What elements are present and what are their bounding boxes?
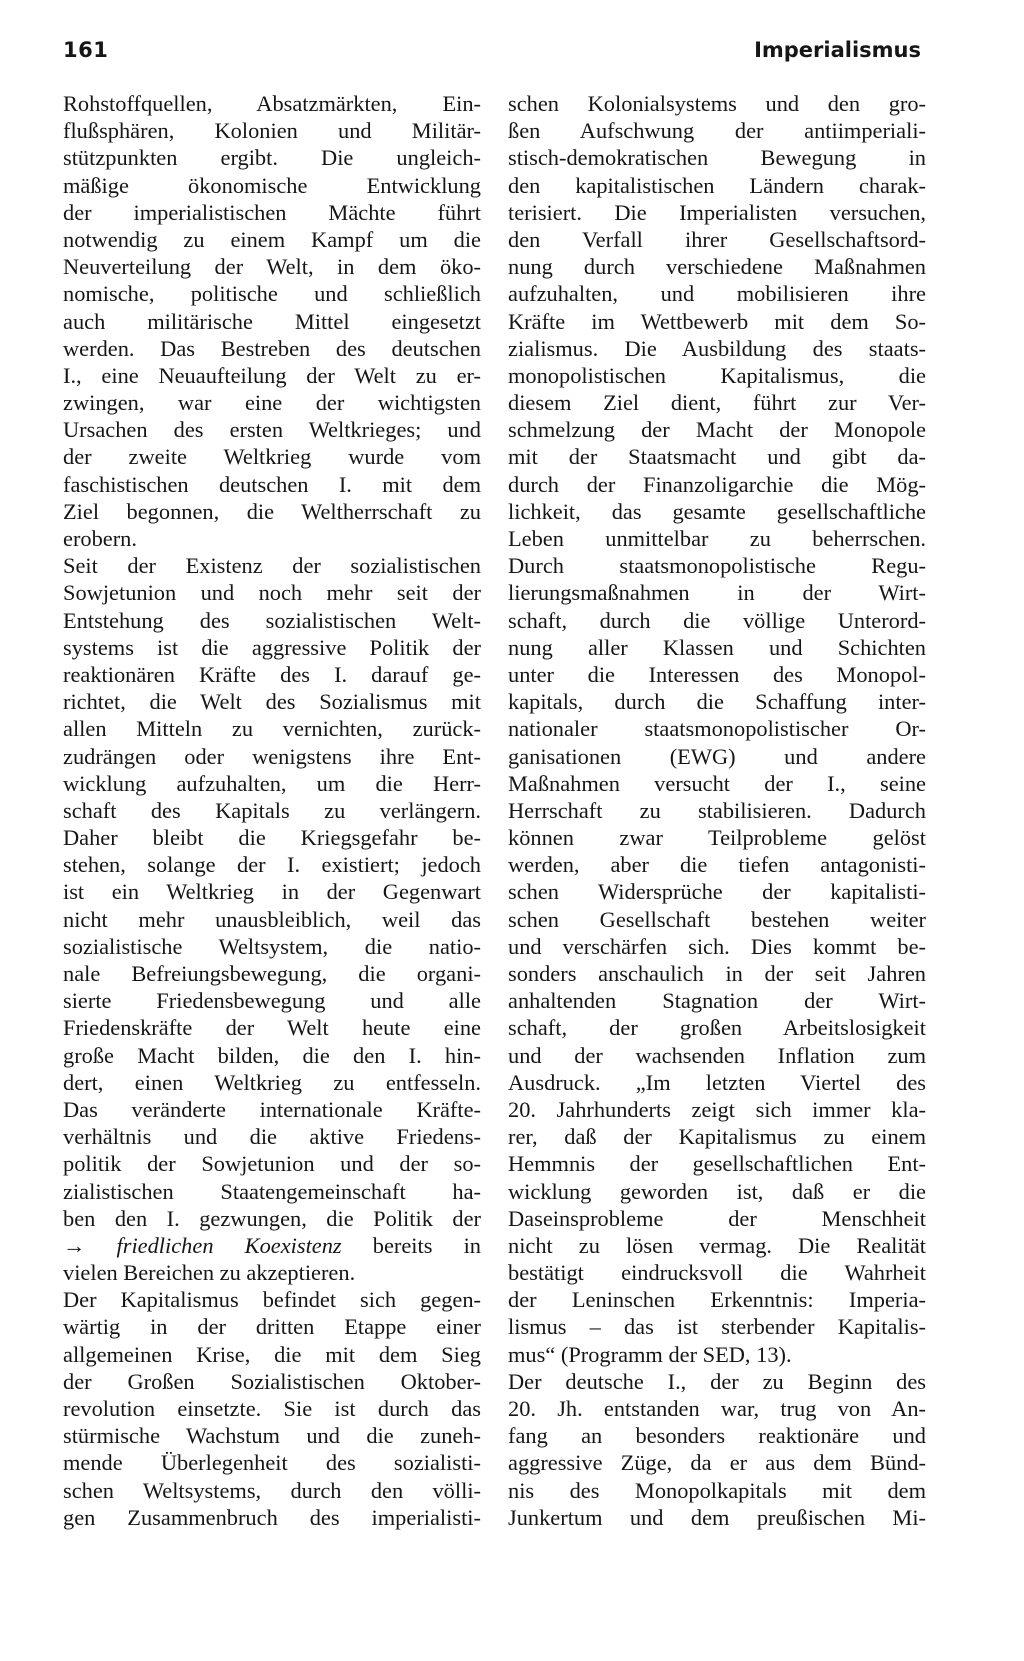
text-line: große Macht bilden, die den I. hin- — [63, 1042, 481, 1068]
text-line: auch militärische Mittel eingesetzt — [63, 308, 481, 334]
text-line: stützpunkten ergibt. Die ungleich- — [63, 145, 481, 171]
text-line: schaft, durch die völlige Unterord- — [508, 607, 926, 633]
text-line: richtet, die Welt des Sozialismus mit — [63, 689, 481, 715]
cross-reference-link[interactable]: friedlichen Koexistenz — [116, 1232, 342, 1258]
text-line: bestätigt eindrucksvoll die Wahrheit — [508, 1260, 926, 1286]
text-line: Der Kapitalismus befindet sich gegen- — [63, 1287, 481, 1313]
text-line: lierungsmaßnahmen in der Wirt- — [508, 580, 926, 606]
text-line: Neuverteilung der Welt, in dem öko- — [63, 254, 481, 280]
text-line: Kräfte im Wettbewerb mit dem So- — [508, 308, 926, 334]
text-line: Durch staatsmonopolistische Regu- — [508, 553, 926, 579]
text-line: nationaler staatsmonopolistischer Or- — [508, 716, 926, 742]
text-line: zialismus. Die Ausbildung des staats- — [508, 335, 926, 361]
text-line: den Verfall ihrer Gesellschaftsord- — [508, 226, 926, 252]
text-line: werden, aber die tiefen antagonisti- — [508, 852, 926, 878]
text-line: nale Befreiungsbewegung, die organi- — [63, 961, 481, 986]
text-line: Maßnahmen versucht der I., seine — [508, 770, 926, 796]
text-line-rest: bereits in — [341, 1232, 481, 1258]
text-line: revolution einsetzte. Sie ist durch das — [63, 1396, 481, 1421]
text-line: den kapitalistischen Ländern charak- — [508, 172, 926, 198]
text-column-right — [508, 90, 926, 1531]
text-line: allen Mitteln zu vernichten, zurück- — [63, 716, 481, 742]
text-line: schaft des Kapitals zu verlängern. — [63, 797, 481, 823]
cross-reference-arrow-icon: → — [63, 1232, 86, 1258]
text-line: schen Weltsystems, durch den völli- — [63, 1477, 481, 1503]
text-line: Junkertum und dem preußischen Mi- — [508, 1504, 926, 1530]
text-line: zialistischen Staatengemeinschaft ha- — [63, 1178, 481, 1204]
text-line: ist ein Weltkrieg in der Gegenwart — [63, 879, 481, 905]
text-line: verhältnis und die aktive Friedens- — [63, 1124, 481, 1150]
text-line: Sowjetunion und noch mehr seit der — [63, 580, 481, 606]
text-line: schen Widersprüche der kapitalisti- — [508, 879, 926, 905]
page-number: 161 — [63, 38, 109, 62]
text-line: nung durch verschiedene Maßnahmen — [508, 254, 926, 280]
text-line: schen Kolonialsystems und den gro- — [508, 91, 926, 116]
text-line: Rohstoffquellen, Absatzmärkten, Ein- — [63, 91, 481, 116]
text-line: schen Gesellschaft bestehen weiter — [508, 906, 926, 932]
text-line: Ausdruck. „Im letzten Viertel des — [508, 1069, 926, 1095]
text-line: werden. Das Bestreben des deutschen — [63, 335, 481, 361]
text-line: wärtig in der dritten Etappe einer — [63, 1314, 481, 1340]
text-line: der Leninschen Erkenntnis: Imperia- — [508, 1287, 926, 1313]
text-line: mus“ (Programm der SED, 13). — [508, 1341, 792, 1367]
text-line: aufzuhalten, und mobilisieren ihre — [508, 281, 926, 307]
text-line: wicklung aufzuhalten, um die Herr- — [63, 770, 481, 796]
text-line: monopolistischen Kapitalismus, die — [508, 362, 926, 388]
text-line: rer, daß der Kapitalismus zu einem — [508, 1124, 926, 1150]
text-line: nung aller Klassen und Schichten — [508, 634, 926, 660]
text-line: terisiert. Die Imperialisten versuchen, — [508, 199, 926, 225]
text-line: erobern. — [63, 526, 137, 551]
text-line: Das veränderte internationale Kräfte- — [63, 1096, 481, 1122]
text-line: stisch-demokratischen Bewegung in — [508, 145, 926, 171]
text-line: ben den I. gezwungen, die Politik der — [63, 1205, 481, 1231]
text-line: sierte Friedensbewegung und alle — [63, 988, 481, 1014]
text-line: Friedenskräfte der Welt heute eine — [63, 1015, 481, 1041]
text-line: zudrängen oder wenigstens ihre Ent- — [63, 743, 481, 769]
text-line: Der deutsche I., der zu Beginn des — [508, 1368, 926, 1394]
text-line: Daher bleibt die Kriegsgefahr be- — [63, 825, 481, 851]
text-line: lismus – das ist sterbender Kapitalis- — [508, 1314, 926, 1340]
text-line: der zweite Weltkrieg wurde vom — [63, 444, 481, 470]
text-line: flußsphären, Kolonien und Militär- — [63, 118, 481, 144]
text-line: 20. Jh. entstanden war, trug von An- — [508, 1396, 926, 1421]
text-line: faschistischen deutschen I. mit dem — [63, 471, 481, 497]
text-line: der Großen Sozialistischen Oktober- — [63, 1368, 481, 1394]
text-line: Daseinsprobleme der Menschheit — [508, 1205, 926, 1231]
text-line: sozialistische Weltsystem, die natio- — [63, 933, 481, 959]
text-line: Entstehung des sozialistischen Welt- — [63, 607, 481, 633]
text-line: fang an besonders reaktionäre und — [508, 1423, 926, 1449]
page-header — [63, 38, 921, 78]
text-line: schmelzung der Macht der Monopole — [508, 417, 926, 443]
text-line: mit der Staatsmacht und gibt da- — [508, 444, 926, 470]
text-line: wicklung geworden ist, daß er die — [508, 1178, 926, 1204]
text-line: stürmische Wachstum und die zuneh- — [63, 1423, 481, 1449]
text-line: sonders anschaulich in der seit Jahren — [508, 961, 926, 986]
text-line: reaktionären Kräfte des I. darauf ge- — [63, 661, 481, 687]
text-line: Ursachen des ersten Weltkrieges; und — [63, 417, 481, 443]
text-line: unter die Interessen des Monopol- — [508, 661, 926, 687]
text-line: Herrschaft zu stabilisieren. Dadurch — [508, 797, 926, 823]
text-line: dert, einen Weltkrieg zu entfesseln. — [63, 1069, 481, 1095]
text-line: mäßige ökonomische Entwicklung — [63, 172, 481, 198]
text-line: der imperialistischen Mächte führt — [63, 199, 481, 225]
text-line: schaft, der großen Arbeitslosigkeit — [508, 1015, 926, 1041]
text-line: systems ist die aggressive Politik der — [63, 634, 481, 660]
text-line: allgemeinen Krise, die mit dem Sieg — [63, 1341, 481, 1367]
text-line: gen Zusammenbruch des imperialisti- — [63, 1504, 481, 1530]
text-line — [63, 1232, 481, 1259]
text-line: stehen, solange der I. existiert; jedoch — [63, 852, 481, 878]
text-line: Leben unmittelbar zu beherrschen. — [508, 526, 926, 551]
text-line: lichkeit, das gesamte gesellschaftliche — [508, 498, 926, 524]
text-line: können zwar Teilprobleme gelöst — [508, 825, 926, 851]
text-line: 20. Jahrhunderts zeigt sich immer kla- — [508, 1096, 926, 1122]
text-line: I., eine Neuaufteilung der Welt zu er- — [63, 362, 481, 388]
text-line: ßen Aufschwung der antiimperiali- — [508, 118, 926, 144]
text-line: nicht zu lösen vermag. Die Realität — [508, 1232, 926, 1258]
text-line: Hemmnis der gesellschaftlichen Ent- — [508, 1151, 926, 1177]
text-line: kapitals, durch die Schaffung inter- — [508, 689, 926, 715]
text-line: nis des Monopolkapitals mit dem — [508, 1477, 926, 1503]
text-line: politik der Sowjetunion und der so- — [63, 1151, 481, 1177]
text-line: mende Überlegenheit des sozialisti- — [63, 1450, 481, 1476]
text-line: vielen Bereichen zu akzeptieren. — [63, 1260, 356, 1286]
text-line: diesem Ziel dient, führt zur Ver- — [508, 390, 926, 416]
text-line: nicht mehr unausbleiblich, weil das — [63, 906, 481, 932]
running-head: Imperialismus — [754, 38, 921, 62]
text-line: durch der Finanzoligarchie die Mög- — [508, 471, 926, 497]
text-line: ganisationen (EWG) und andere — [508, 743, 926, 769]
text-line: Seit der Existenz der sozialistischen — [63, 553, 481, 579]
text-column-left — [63, 90, 481, 1531]
text-line: nomische, politische und schließlich — [63, 281, 481, 307]
text-line: anhaltenden Stagnation der Wirt- — [508, 988, 926, 1014]
text-line: und der wachsenden Inflation zum — [508, 1042, 926, 1068]
text-line: notwendig zu einem Kampf um die — [63, 226, 481, 252]
text-line: aggressive Züge, da er aus dem Bünd- — [508, 1450, 926, 1476]
text-line: zwingen, war eine der wichtigsten — [63, 390, 481, 416]
text-line: Ziel begonnen, die Weltherrschaft zu — [63, 498, 481, 524]
text-line: und verschärfen sich. Dies kommt be- — [508, 933, 926, 959]
